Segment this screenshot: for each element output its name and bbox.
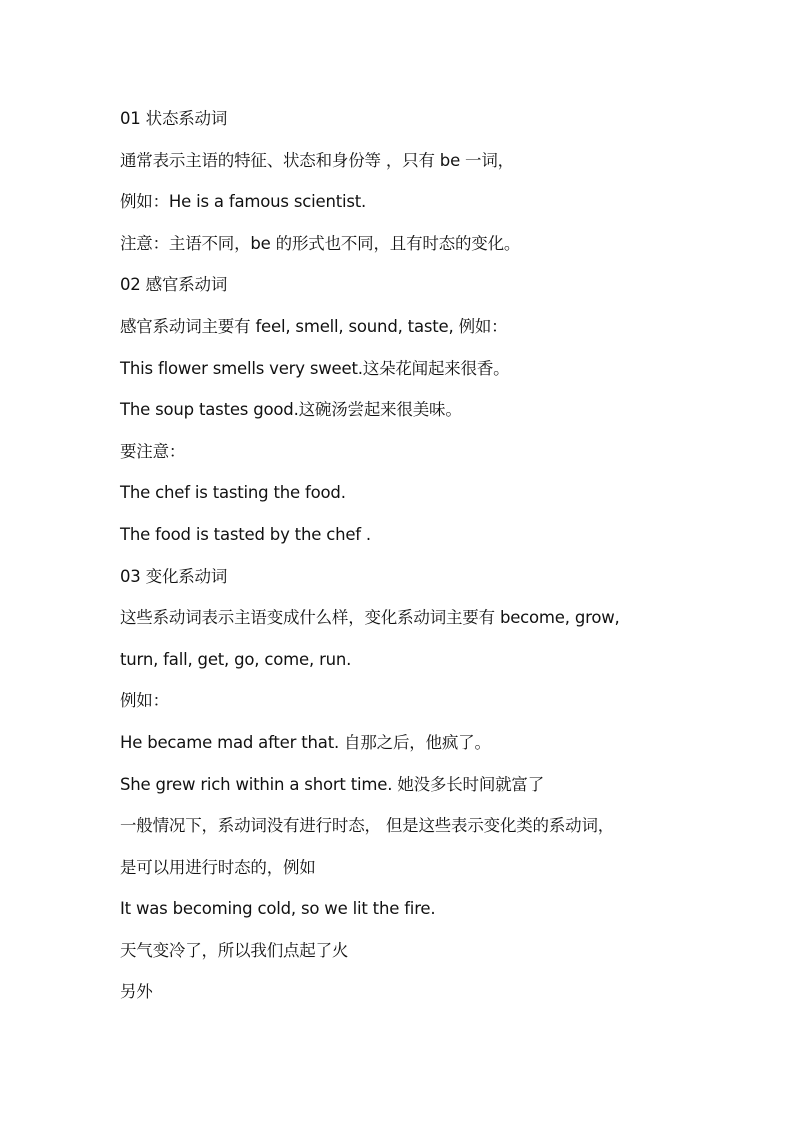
example-line: He became mad after that. 自那之后，他疯了。 [120, 732, 491, 752]
example-line: The chef is tasting the food. [120, 483, 346, 503]
example-line: 例如：He is a famous scientist. [120, 192, 367, 212]
example-line: The food is tasted by the chef . [120, 524, 371, 544]
document-body [120, 98, 720, 1013]
note-line: 要注意： [120, 441, 186, 461]
text-line: 是可以用进行时态的，例如 [120, 857, 316, 877]
section-heading-state-linking-verbs: 01 状态系动词 [120, 109, 228, 128]
section-heading-sensory-linking-verbs: 02 感官系动词 [120, 275, 228, 295]
text-line: 一般情况下，系动词没有进行时态， 但是这些表示变化类的系动词， [120, 816, 615, 836]
text-line: 通常表示主语的特征、状态和身份等 ，只有 be 一词， [120, 150, 514, 170]
note-line: 注意：主语不同，be 的形式也不同，且有时态的变化。 [120, 233, 521, 253]
section-heading-change-linking-verbs: 03 变化系动词 [120, 566, 228, 586]
example-line: It was becoming cold, so we lit the fire. [120, 899, 436, 919]
text-line: 另外 [120, 982, 153, 1002]
example-label-line: 例如： [120, 691, 169, 711]
example-line: This flower smells very sweet.这朵花闻起来很香。 [120, 358, 510, 378]
translation-line: 天气变冷了，所以我们点起了火 [120, 940, 349, 960]
text-line: 这些系动词表示主语变成什么样，变化系动词主要有 become, grow, [120, 608, 620, 628]
text-line: 感官系动词主要有 feel, smell, sound, taste, 例如： [120, 316, 508, 336]
example-line: She grew rich within a short time. 她没多长时间就富了 [120, 774, 545, 794]
text-line: turn, fall, get, go, come, run. [120, 649, 352, 669]
example-line: The soup tastes good.这碗汤尝起来很美味。 [120, 400, 462, 420]
